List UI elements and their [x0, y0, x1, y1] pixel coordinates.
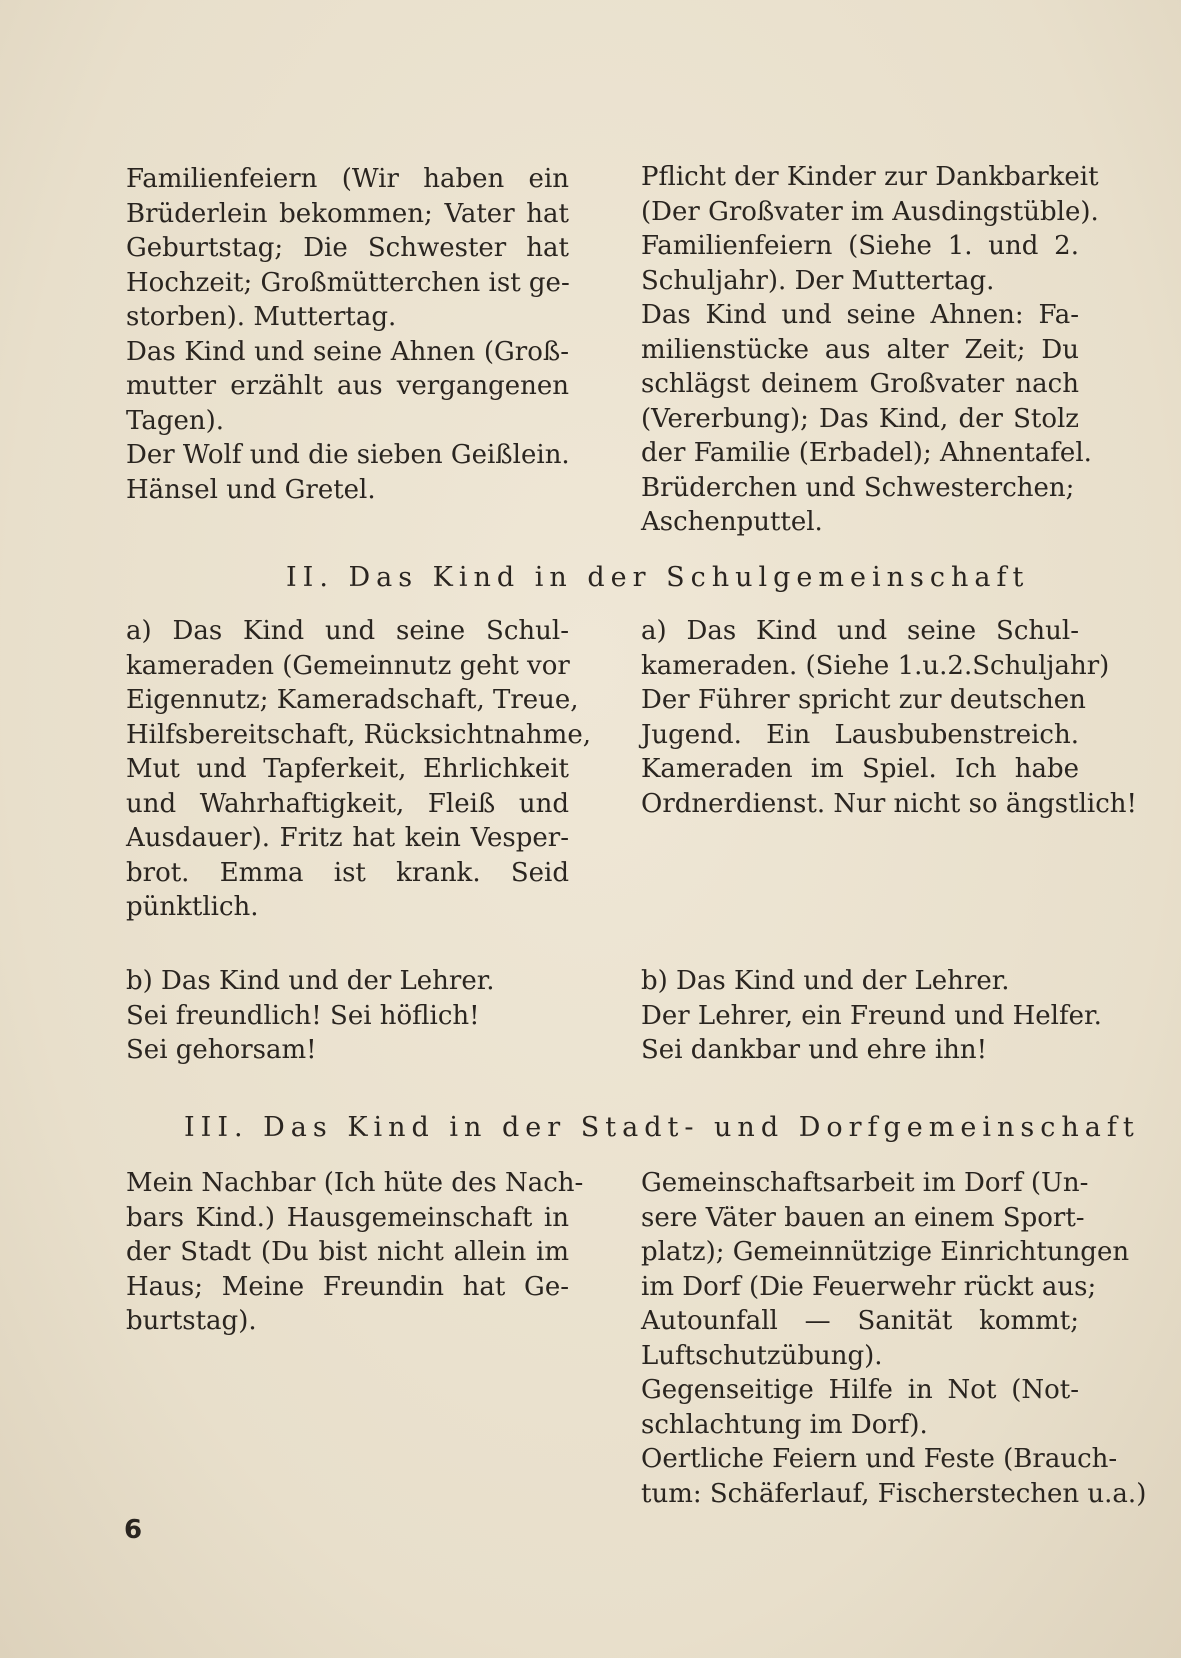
- sec2a-right: [641, 614, 1137, 821]
- section-heading-2: II. Das Kind in der Schulgemeinschaft: [286, 562, 1030, 593]
- text-line: storben). Muttertag.: [126, 302, 397, 332]
- text-line: kameraden. (Siehe 1.u.2.Schuljahr): [641, 650, 1110, 681]
- text-line: Ordnerdienst. Nur nicht so ängstlich!: [641, 788, 1137, 819]
- text-line: Autounfall — Sanität kommt;: [641, 1306, 1079, 1336]
- text-line: Brüderchen und Schwesterchen;: [641, 472, 1075, 503]
- text-line: (Vererbung); Das Kind, der Stolz: [641, 403, 1079, 434]
- text-line: b) Das Kind und der Lehrer.: [641, 966, 1010, 996]
- text-line: kameraden (Gemeinnutz geht vor: [126, 650, 570, 681]
- text-line: Das Kind und seine Ahnen: Fa-: [641, 300, 1079, 330]
- text-line: Hochzeit; Großmütterchen ist ge-: [126, 267, 570, 298]
- text-line: Pflicht der Kinder zur Dankbarkeit: [641, 162, 1099, 192]
- text-line: tum: Schäferlauf, Fischerstechen u.a.): [641, 1478, 1147, 1509]
- text-line: und Wahrhaftigkeit, Fleiß und: [126, 788, 569, 819]
- text-line: Geburtstag; Die Schwester hat: [126, 233, 569, 263]
- sec3-right: [641, 1166, 1147, 1511]
- text-line: Familienfeiern (Wir haben ein: [126, 164, 569, 194]
- text-line: bars Kind.) Hausgemeinschaft in: [126, 1202, 569, 1233]
- text-line: a) Das Kind und seine Schul-: [126, 616, 569, 646]
- text-line: schlachtung im Dorf).: [641, 1409, 928, 1440]
- text-line: pünktlich.: [126, 892, 259, 922]
- text-line: Der Wolf und die sieben Geißlein.: [126, 440, 570, 470]
- sec1-right: [641, 160, 1099, 540]
- text-line: Der Lehrer, ein Freund und Helfer.: [641, 1000, 1102, 1031]
- sec3-left: [126, 1166, 584, 1339]
- text-line: Jugend. Ein Lausbubenstreich.: [641, 719, 1079, 750]
- text-line: Familienfeiern (Siehe 1. und 2.: [641, 231, 1079, 261]
- text-line: b) Das Kind und der Lehrer.: [126, 966, 495, 996]
- text-line: Luftschutzübung).: [641, 1340, 883, 1371]
- text-line: Haus; Meine Freundin hat Ge-: [126, 1271, 569, 1302]
- text-line: Oertliche Feiern und Feste (Brauch-: [641, 1444, 1118, 1474]
- text-line: Hänsel und Gretel.: [126, 474, 376, 505]
- text-line: Kameraden im Spiel. Ich habe: [641, 754, 1079, 784]
- text-line: sere Väter bauen an einem Sport-: [641, 1202, 1085, 1233]
- text-line: der Stadt (Du bist nicht allein im: [126, 1237, 569, 1267]
- text-line: platz); Gemeinnützige Einrichtungen: [641, 1237, 1130, 1267]
- text-line: Gemeinschaftsarbeit im Dorf (Un-: [641, 1168, 1089, 1198]
- text-line: Ausdauer). Fritz hat kein Vesper-: [126, 823, 569, 853]
- page-number: 6: [124, 1515, 143, 1545]
- sec2b-left: [126, 964, 569, 1068]
- text-line: burtstag).: [126, 1306, 257, 1336]
- text-line: milienstücke aus alter Zeit; Du: [641, 334, 1079, 365]
- text-line: Eigennutz; Kameradschaft, Treue,: [126, 685, 579, 715]
- text-line: (Der Großvater im Ausdingstüble).: [641, 196, 1099, 227]
- text-line: Sei dankbar und ehre ihn!: [641, 1035, 988, 1065]
- text-line: Mut und Tapferkeit, Ehrlichkeit: [126, 754, 569, 784]
- sec2a-left: [126, 614, 591, 925]
- text-line: Gegenseitige Hilfe in Not (Not-: [641, 1375, 1079, 1405]
- text-line: mutter erzählt aus vergangenen: [126, 371, 569, 401]
- sec2b-right: [641, 964, 1102, 1068]
- text-line: der Familie (Erbadel); Ahnentafel.: [641, 438, 1092, 468]
- text-line: a) Das Kind und seine Schul-: [641, 616, 1079, 646]
- text-line: Der Führer spricht zur deutschen: [641, 685, 1086, 715]
- sec1-left: [126, 162, 569, 507]
- text-line: brot. Emma ist krank. Seid: [126, 857, 569, 888]
- text-line: schlägst deinem Großvater nach: [641, 369, 1079, 399]
- text-line: Aschenputtel.: [641, 507, 823, 537]
- text-line: Tagen).: [126, 405, 225, 436]
- text-line: im Dorf (Die Feuerwehr rückt aus;: [641, 1271, 1097, 1302]
- section-heading-3: III. Das Kind in der Stadt- und Dorfgemeinschaft: [184, 1112, 1140, 1143]
- text-line: Das Kind und seine Ahnen (Groß-: [126, 336, 569, 367]
- text-line: Sei freundlich! Sei höflich!: [126, 1000, 480, 1031]
- text-line: Schuljahr). Der Muttertag.: [641, 265, 995, 296]
- text-line: Mein Nachbar (Ich hüte des Nach-: [126, 1168, 584, 1198]
- text-line: Hilfsbereitschaft, Rücksichtnahme,: [126, 719, 591, 750]
- text-line: Brüderlein bekommen; Vater hat: [126, 198, 569, 229]
- text-line: Sei gehorsam!: [126, 1035, 317, 1065]
